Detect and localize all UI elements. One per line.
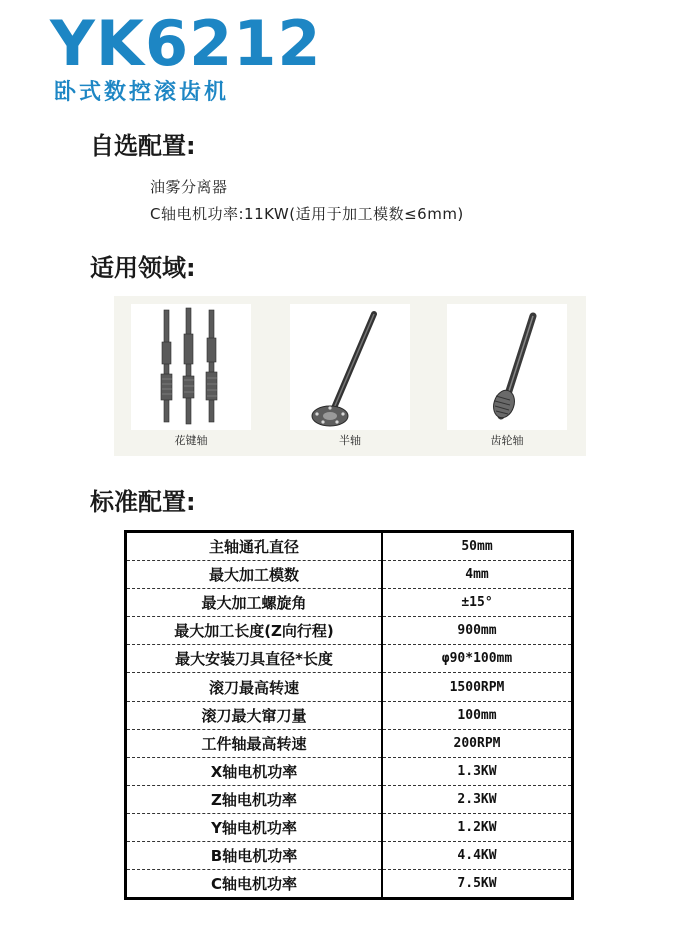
table-row: [126, 870, 573, 899]
spec-value: 4.4KW: [382, 842, 573, 870]
optional-item-c-axis: C轴电机功率:11KW(适用于加工模数≤6mm): [150, 205, 464, 223]
spec-label: 工件轴最高转速: [126, 729, 383, 757]
model-number: YK6212: [50, 7, 322, 80]
spec-label: B轴电机功率: [126, 842, 383, 870]
spec-value: 900mm: [382, 617, 573, 645]
spec-label: 主轴通孔直径: [126, 532, 383, 561]
table-row: [126, 673, 573, 701]
spline-shaft-image: [131, 304, 251, 430]
spec-value: 7.5KW: [457, 876, 497, 892]
spec-label: C轴电机功率: [126, 870, 383, 899]
spec-label: 最大加工长度(Z向行程): [126, 617, 383, 645]
machine-subtitle: 卧式数控滚齿机: [54, 80, 230, 105]
spec-label: 最大加工螺旋角: [126, 589, 383, 617]
standard-config-table: [124, 530, 574, 900]
spec-label: 最大安装刀具直径*长度: [126, 645, 383, 673]
spec-value: ±15°: [382, 589, 573, 617]
applications-title: 适用领域:: [90, 254, 196, 282]
spec-value: 1500RPM: [382, 673, 573, 701]
table-row: [126, 757, 573, 785]
spec-label: Z轴电机功率: [126, 785, 383, 813]
spec-label: 滚刀最大窜刀量: [126, 701, 383, 729]
spec-value: φ90*100mm: [382, 645, 573, 673]
optional-config-title: 自选配置:: [90, 132, 196, 160]
table-row: [126, 701, 573, 729]
spec-label: Y轴电机功率: [126, 813, 383, 841]
table-row: [126, 561, 573, 589]
spec-value: 4mm: [382, 561, 573, 589]
standard-config-title: 标准配置:: [90, 488, 196, 516]
table-row: [126, 729, 573, 757]
caption-half-shaft: 半轴: [339, 434, 361, 447]
spec-value: 2.3KW: [382, 785, 573, 813]
spec-value: 200RPM: [382, 729, 573, 757]
applications-gallery: [114, 296, 586, 456]
table-row: [126, 813, 573, 841]
table-row: [126, 645, 573, 673]
table-row: [126, 785, 573, 813]
table-row: [126, 617, 573, 645]
gear-shaft-image: [447, 304, 567, 430]
caption-spline-shaft: 花键轴: [174, 434, 208, 447]
spec-label: X轴电机功率: [126, 757, 383, 785]
half-shaft-image: [290, 304, 410, 430]
table-row: [126, 532, 573, 561]
spec-label: 滚刀最高转速: [126, 673, 383, 701]
spec-label: 最大加工模数: [126, 561, 383, 589]
optional-item-oil-mist: 油雾分离器: [150, 178, 228, 196]
spec-value: 1.3KW: [382, 757, 573, 785]
caption-gear-shaft: 齿轮轴: [490, 434, 524, 447]
table-row: [126, 589, 573, 617]
spec-value: 1.2KW: [382, 813, 573, 841]
table-row: [126, 842, 573, 870]
spec-value: 50mm: [382, 532, 573, 561]
spec-value: 100mm: [382, 701, 573, 729]
